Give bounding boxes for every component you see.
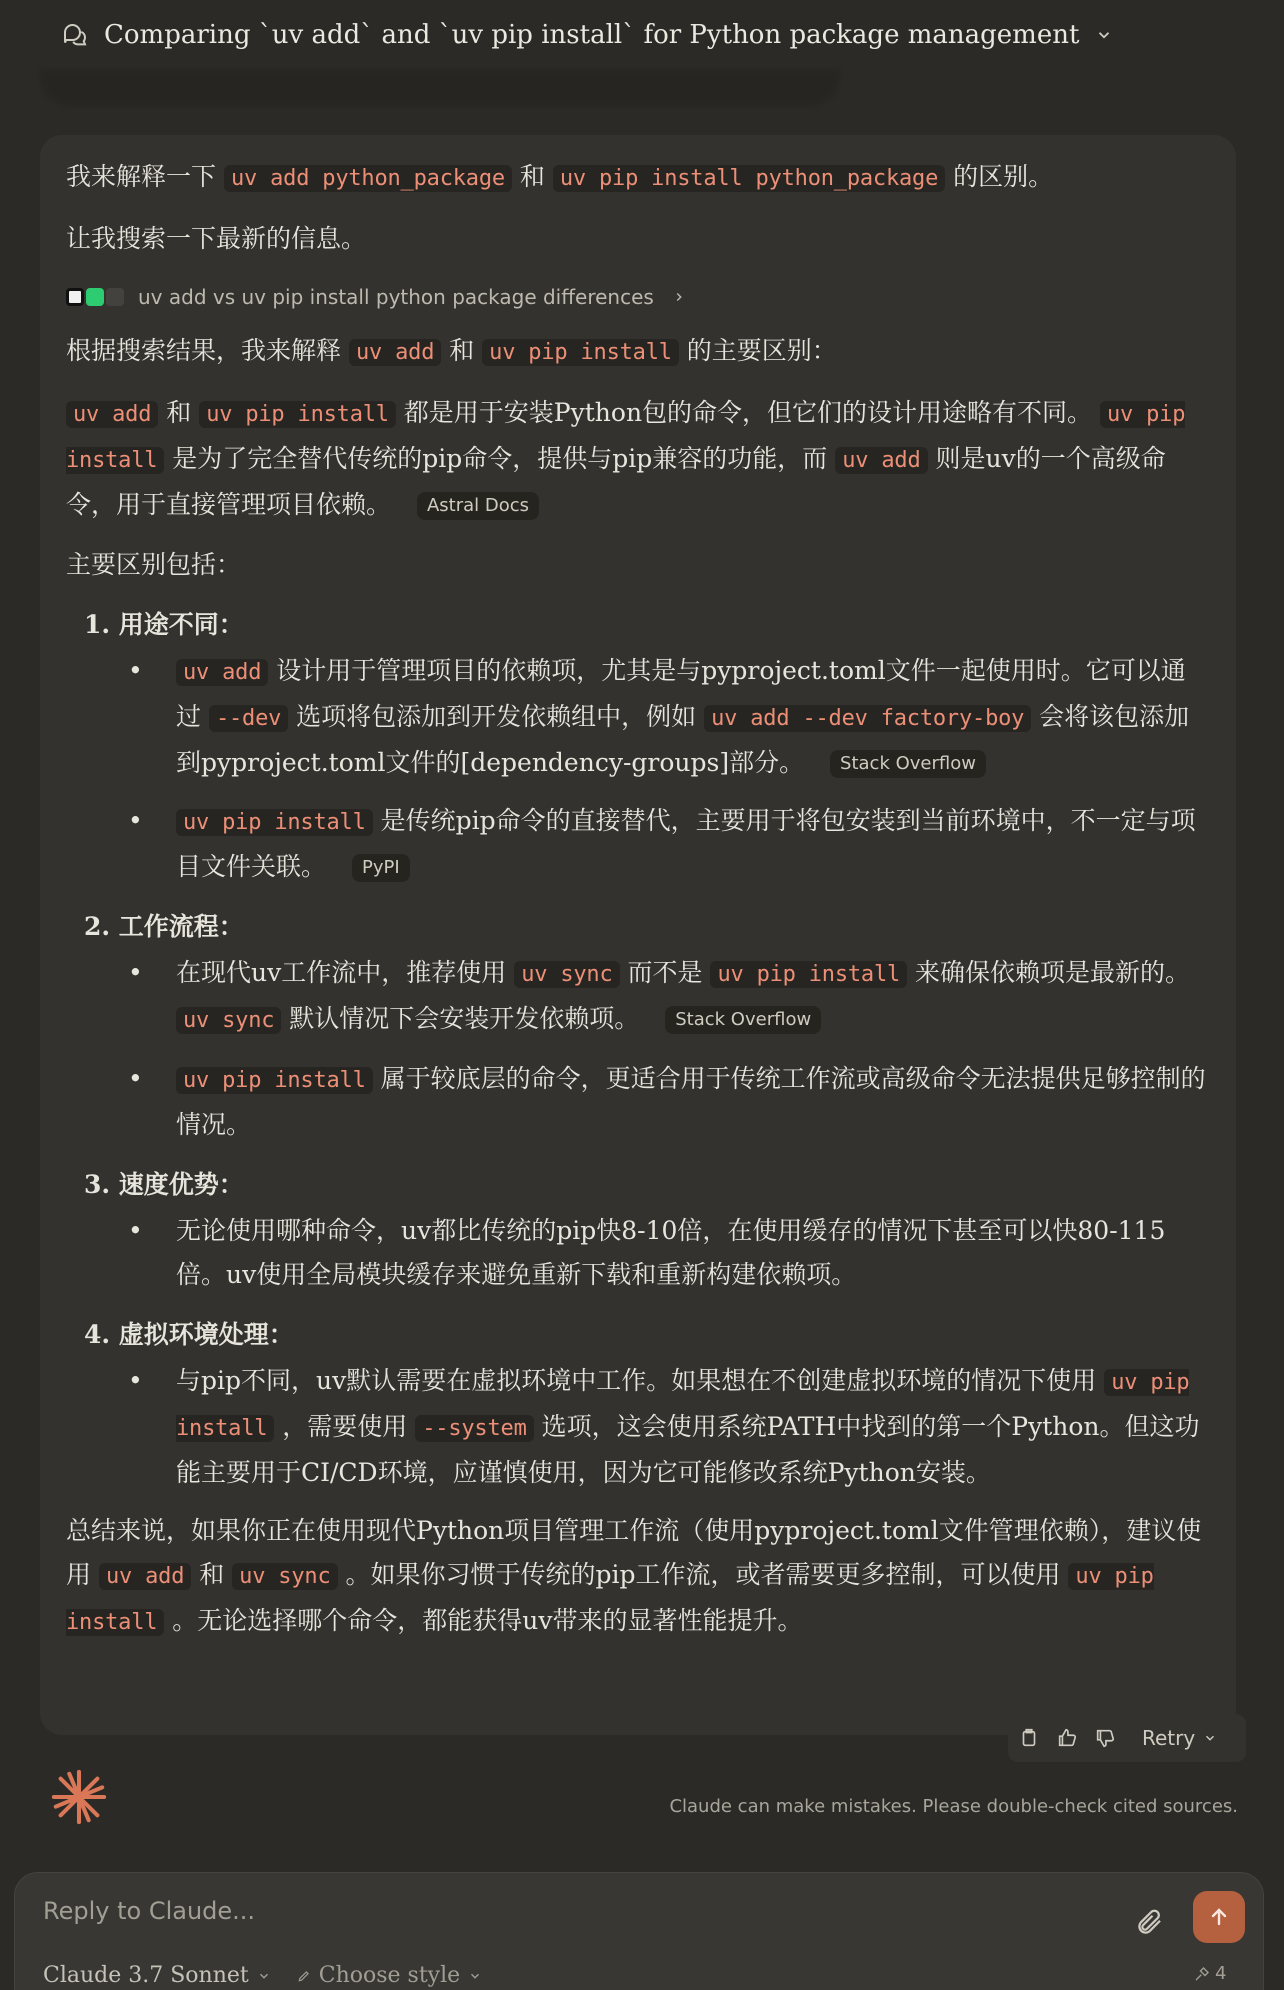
inline-code: uv pip install bbox=[710, 961, 907, 988]
message-actions bbox=[1008, 1714, 1246, 1762]
section-heading: 1. 用途不同： bbox=[84, 610, 244, 639]
inline-code: uv add bbox=[176, 659, 268, 686]
inline-code: uv add bbox=[349, 339, 441, 366]
style-selector[interactable]: Choose style bbox=[297, 1963, 482, 1988]
inline-code: uv add --dev factory-boy bbox=[704, 705, 1031, 732]
reply-composer bbox=[14, 1872, 1264, 1990]
claude-spark-icon bbox=[50, 1768, 108, 1826]
inline-code: uv sync bbox=[232, 1563, 337, 1590]
inline-code: uv pip install bbox=[176, 1370, 1190, 1441]
assistant-message bbox=[40, 135, 1236, 1735]
paragraph: uv add 和 uv pip install 都是用于安装Python包的命令，但它们的设计用途略有不同。 uv pip install 是为了完全替代传统的pip命令，提供与pip兼容的功能，而 uv add 则是uv的一个高级命令，用于直接管理项目依赖。 Astral Docs bbox=[66, 398, 1186, 519]
chat-bubbles-icon bbox=[60, 20, 90, 50]
favicon-icon bbox=[86, 288, 104, 306]
paragraph: 我来解释一下 uv add python_package 和 uv pip install python_package 的区别。 bbox=[66, 162, 1054, 191]
citation-badge[interactable]: Stack Overflow bbox=[830, 750, 986, 778]
inline-code: uv add python_package bbox=[224, 165, 512, 192]
composer-footer bbox=[43, 1963, 482, 1988]
copy-icon[interactable] bbox=[1018, 1727, 1040, 1749]
list-section bbox=[84, 1313, 1210, 1495]
paragraph: 让我搜索一下最新的信息。 bbox=[66, 224, 367, 253]
previous-message-edge bbox=[40, 70, 840, 106]
chevron-right-icon bbox=[672, 290, 686, 304]
favicon-icon bbox=[66, 288, 84, 306]
paragraph: 根据搜索结果，我来解释 uv add 和 uv pip install 的主要区别： bbox=[66, 336, 837, 365]
inline-code: uv sync bbox=[176, 1007, 281, 1034]
inline-code: uv add bbox=[66, 401, 158, 428]
inline-code: uv pip install bbox=[482, 339, 679, 366]
inline-code: uv pip install bbox=[199, 401, 396, 428]
pen-icon bbox=[297, 1969, 311, 1983]
search-result-toggle[interactable] bbox=[66, 277, 1210, 317]
arrow-up-icon bbox=[1207, 1905, 1231, 1929]
citation-badge[interactable]: PyPI bbox=[352, 854, 410, 882]
list-item: • uv pip install 属于较底层的命令，更适合用于传统工作流或高级命令无法提供足够控制的情况。 bbox=[124, 1057, 1210, 1147]
thumbs-up-icon[interactable] bbox=[1056, 1727, 1078, 1749]
retry-button[interactable]: Retry bbox=[1142, 1726, 1217, 1750]
list-item: • 与pip不同，uv默认需要在虚拟环境中工作。如果想在不创建虚拟环境的情况下使用 uv pip install ，需要使用 --system 选项，这会使用系统PATH中找到的第一个Python。但这功能主要用于CI/CD环境，应谨慎使用，因为它可能修改系统Python安装。 bbox=[124, 1359, 1210, 1495]
tools-icon bbox=[1193, 1965, 1211, 1983]
inline-code: uv pip install bbox=[176, 1067, 373, 1094]
list-section bbox=[84, 1163, 1210, 1297]
inline-code: uv pip install bbox=[176, 809, 373, 836]
summary-paragraph: 总结来说，如果你正在使用现代Python项目管理工作流（使用pyproject.toml文件管理依赖），建议使用 uv add 和 uv sync 。如果你习惯于传统的pip工作流，或者需要更多控制，可以使用 uv pip install 。无论选择哪个命令，都能获得uv带来的显著性能提升。 bbox=[66, 1516, 1202, 1635]
inline-code: uv pip install bbox=[66, 1564, 1154, 1635]
paperclip-icon[interactable] bbox=[1135, 1907, 1165, 1937]
citation-badge[interactable]: Astral Docs bbox=[417, 492, 539, 520]
chevron-down-icon bbox=[1095, 26, 1113, 44]
thumbs-down-icon[interactable] bbox=[1094, 1727, 1116, 1749]
citation-badge[interactable]: Stack Overflow bbox=[665, 1006, 821, 1034]
inline-code: uv add bbox=[835, 447, 927, 474]
tools-count[interactable]: 4 bbox=[1193, 1963, 1226, 1984]
section-heading: 3. 速度优势： bbox=[84, 1170, 244, 1199]
chevron-down-icon bbox=[468, 1969, 482, 1983]
inline-code: uv pip install python_package bbox=[553, 165, 945, 192]
section-heading: 4. 虚拟环境处理： bbox=[84, 1320, 294, 1349]
conversation-title-button[interactable] bbox=[60, 20, 1113, 50]
list-section bbox=[84, 905, 1210, 1147]
chevron-down-icon bbox=[1203, 1731, 1217, 1745]
source-favicons bbox=[66, 288, 124, 306]
paragraph: 主要区别包括： bbox=[66, 550, 242, 579]
search-query: uv add vs uv pip install python package differences bbox=[138, 285, 654, 309]
reply-input[interactable]: Reply to Claude... bbox=[43, 1897, 256, 1925]
disclaimer-text: Claude can make mistakes. Please double-check cited sources. bbox=[669, 1796, 1238, 1817]
section-heading: 2. 工作流程： bbox=[84, 912, 244, 941]
chevron-down-icon bbox=[257, 1969, 271, 1983]
page-title: Comparing `uv add` and `uv pip install` for Python package management bbox=[104, 20, 1080, 50]
inline-code: --dev bbox=[209, 705, 288, 732]
model-selector[interactable]: Claude 3.7 Sonnet bbox=[43, 1963, 271, 1988]
send-button[interactable] bbox=[1193, 1891, 1245, 1943]
list-item: • uv pip install 是传统pip命令的直接替代，主要用于将包安装到当前环境中，不一定与项目文件关联。 PyPI bbox=[124, 799, 1210, 889]
favicon-icon bbox=[106, 288, 124, 306]
list-item: • uv add 设计用于管理项目的依赖项，尤其是与pyproject.toml文件一起使用时。它可以通过 --dev 选项将包添加到开发依赖组中，例如 uv add --dev factory-boy 会将该包添加到pyproject.toml文件的[dependency-groups]部分。 Stack Overflow bbox=[124, 649, 1210, 785]
inline-code: uv pip install bbox=[66, 402, 1186, 473]
inline-code: --system bbox=[415, 1415, 533, 1442]
inline-code: uv add bbox=[99, 1563, 191, 1590]
list-item: • 无论使用哪种命令，uv都比传统的pip快8-10倍，在使用缓存的情况下甚至可以快80-115倍。uv使用全局模块缓存来避免重新下载和重新构建依赖项。 bbox=[124, 1209, 1210, 1297]
list-section bbox=[84, 603, 1210, 889]
list-item: • 在现代uv工作流中，推荐使用 uv sync 而不是 uv pip install 来确保依赖项是最新的。 uv sync 默认情况下会安装开发依赖项。 Stack Overflow bbox=[124, 951, 1210, 1043]
inline-code: uv sync bbox=[514, 961, 619, 988]
